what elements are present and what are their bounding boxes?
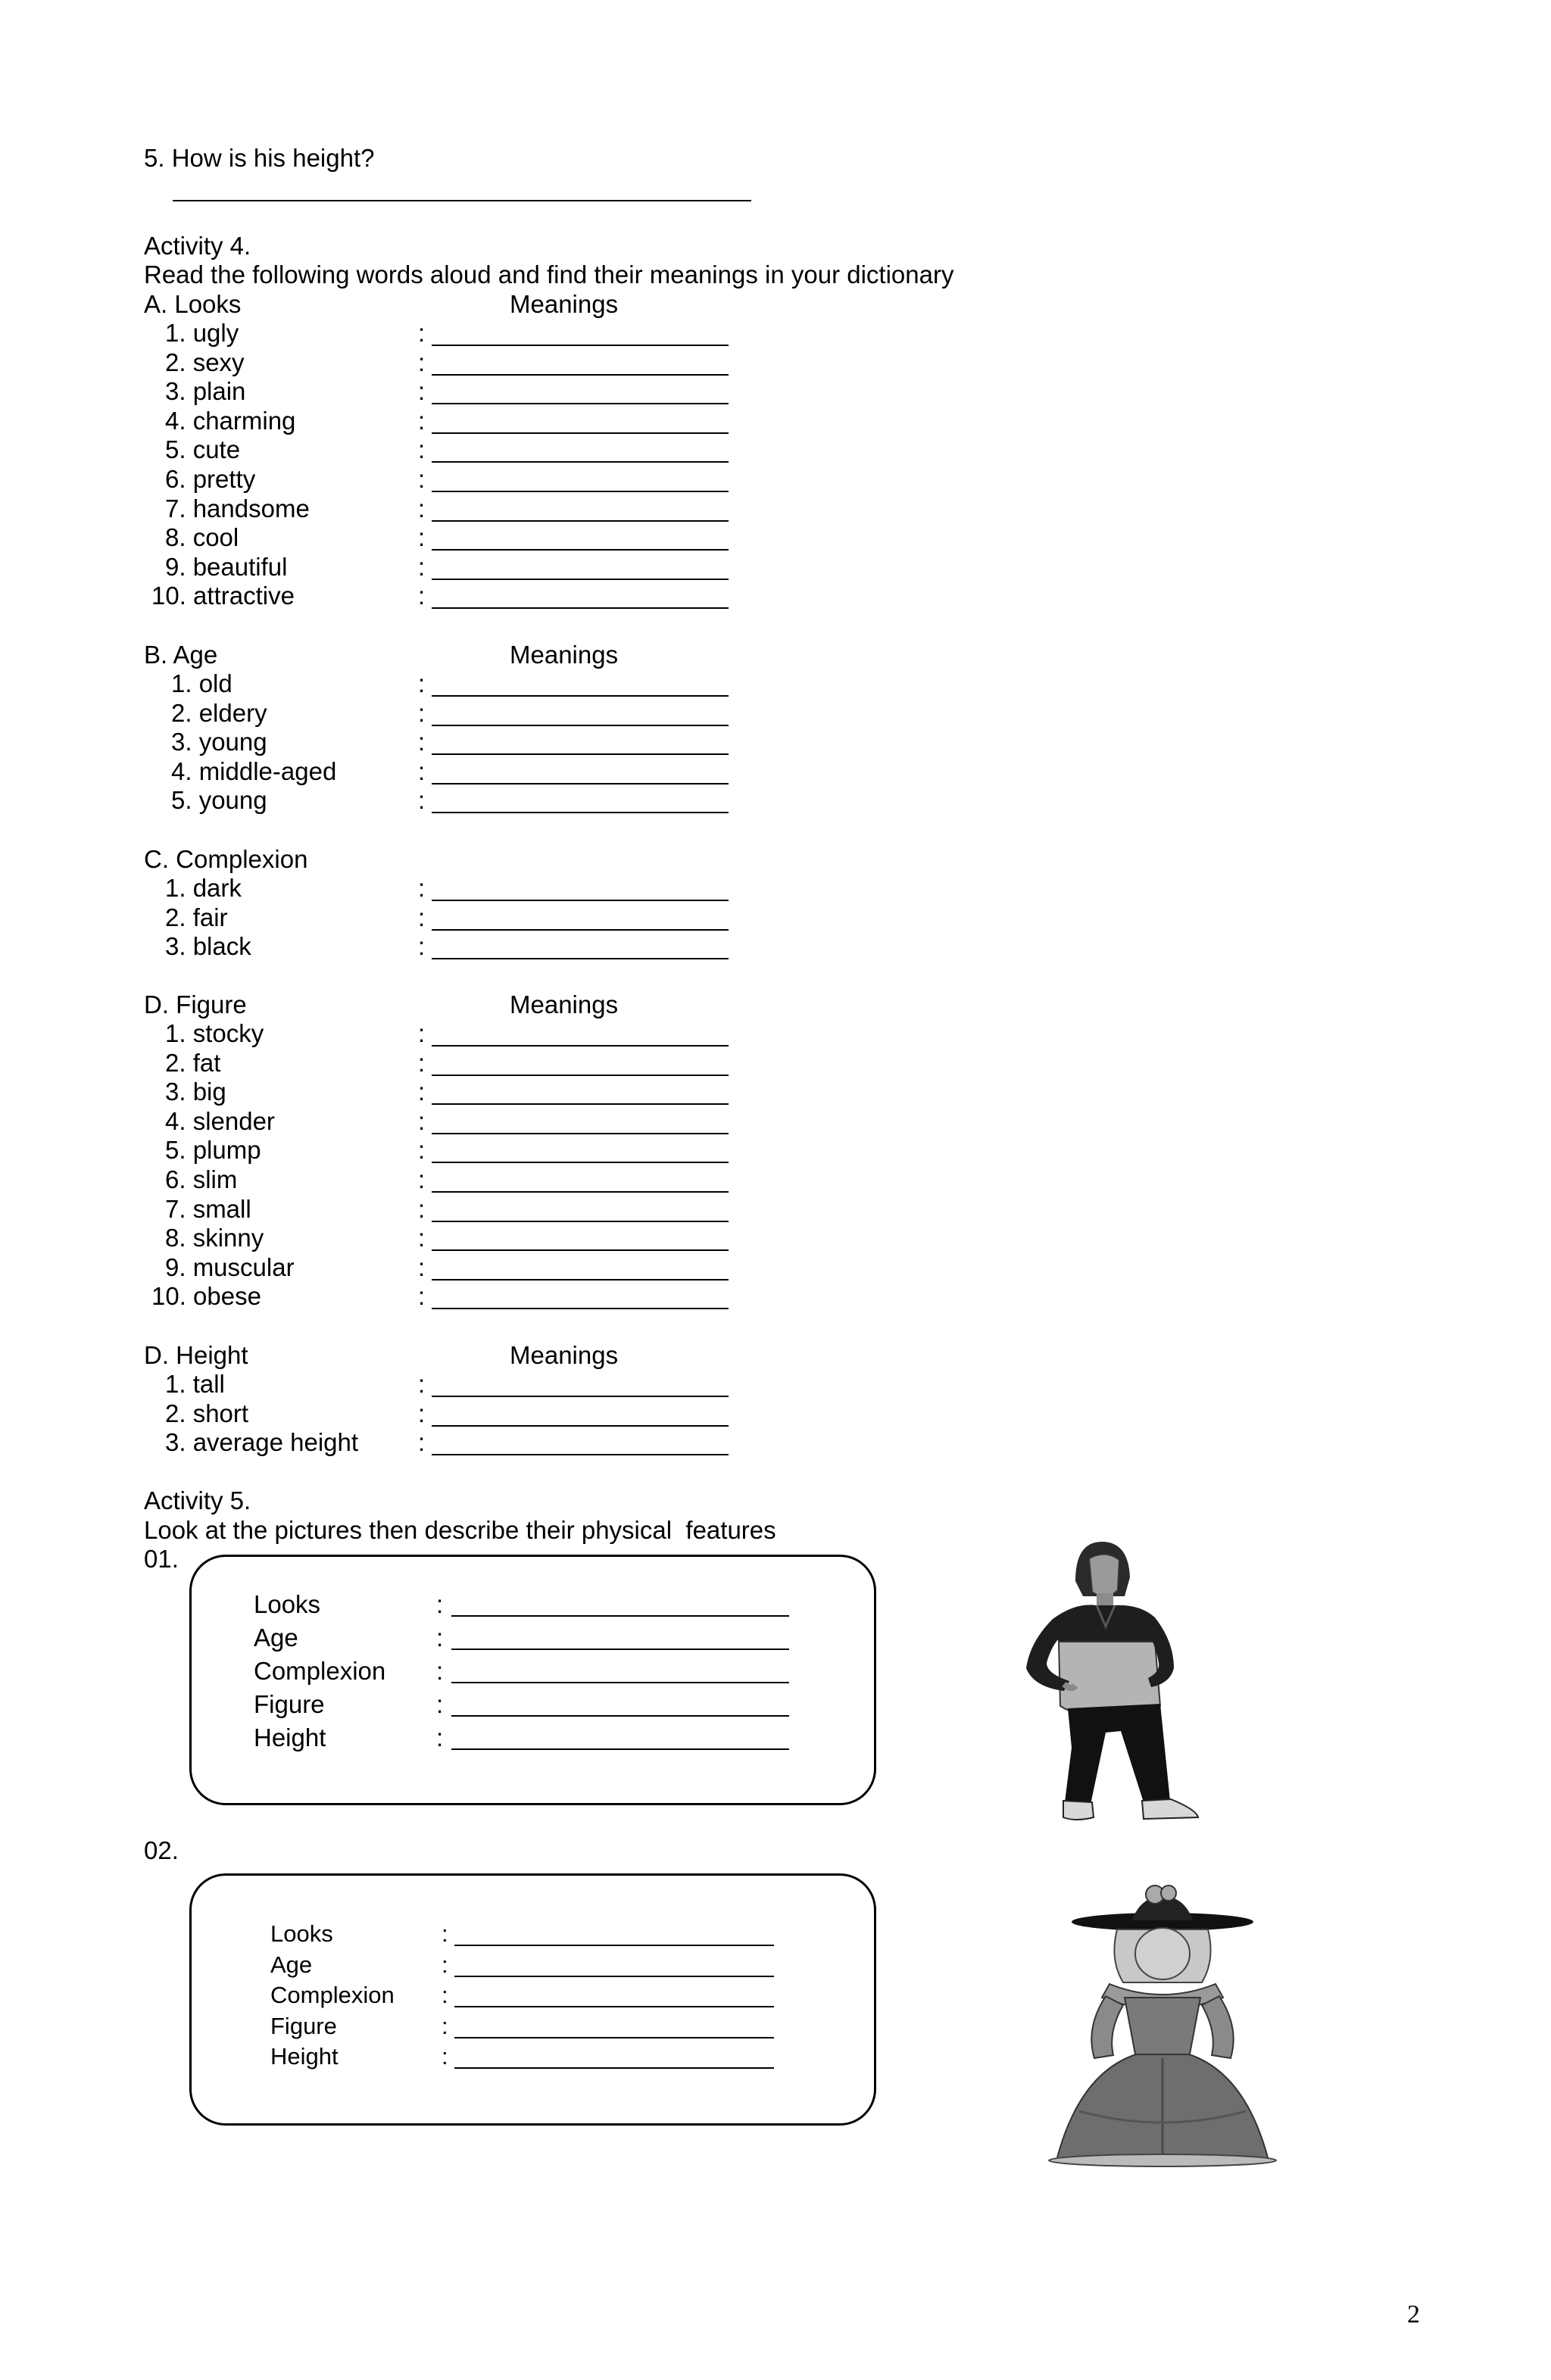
word-item: 2. eldery (171, 698, 267, 727)
colon-separator: : (418, 435, 426, 464)
field-label: Looks (270, 1920, 333, 1947)
field-label: Height (254, 1723, 326, 1751)
word-item: 3. big (165, 1078, 226, 1106)
meaning-answer-line (432, 1396, 729, 1397)
colon-separator: : (436, 1723, 444, 1751)
section-figure-heading: D. Figure (144, 990, 247, 1018)
field-label: Complexion (270, 1982, 395, 2008)
word-item: 3. young (171, 728, 267, 756)
colon-separator: : (418, 523, 426, 552)
meaning-answer-line (432, 1308, 729, 1309)
section-complexion-heading: C. Complexion (144, 845, 308, 873)
activity-4-instruction: Read the following words aloud and find their meanings in your dictionary (144, 260, 954, 289)
meaning-answer-line (432, 753, 729, 755)
word-item: 4. slender (165, 1106, 275, 1135)
word-item: 1. dark (165, 874, 242, 902)
colon-separator: : (436, 1657, 444, 1685)
colon-separator: : (436, 1690, 444, 1718)
colon-separator: : (418, 903, 426, 931)
field-label: Age (270, 1951, 313, 1978)
colon-separator: : (418, 319, 426, 347)
colon-separator: : (442, 1951, 448, 1978)
word-item: 2. fat (165, 1048, 221, 1077)
colon-separator: : (418, 728, 426, 756)
woman-illustration (1026, 1884, 1291, 2168)
section-height-heading: D. Height (144, 1341, 248, 1369)
activity-4-heading: Activity 4. (144, 232, 251, 260)
colon-separator: : (418, 552, 426, 581)
answer-line-question-5 (173, 200, 751, 201)
word-item: 1. stocky (165, 1019, 264, 1047)
colon-separator: : (418, 1078, 426, 1106)
word-item: 2. sexy (165, 348, 245, 376)
word-item: 5. plump (165, 1136, 261, 1165)
activity-5-heading: Activity 5. (144, 1486, 251, 1514)
colon-separator: : (436, 1624, 444, 1652)
word-item: 1. tall (165, 1370, 225, 1398)
meaning-answer-line (432, 958, 729, 959)
meaning-answer-line (432, 345, 729, 346)
word-item: 6. pretty (165, 465, 256, 493)
field-answer-line (454, 1976, 774, 1977)
meaning-answer-line (432, 1191, 729, 1193)
word-item: 10. attractive (151, 582, 295, 610)
field-answer-line (451, 1748, 789, 1750)
colon-separator: : (442, 1920, 448, 1947)
colon-separator: : (442, 1982, 448, 2008)
field-label: Figure (254, 1690, 325, 1718)
field-label: Age (254, 1624, 298, 1652)
colon-separator: : (418, 756, 426, 785)
colon-separator: : (418, 1194, 426, 1223)
field-answer-line (451, 1615, 789, 1617)
word-item: 1. old (171, 669, 232, 697)
colon-separator: : (442, 2012, 448, 2039)
word-item: 4. middle-aged (171, 756, 337, 785)
meaning-answer-line (432, 549, 729, 551)
word-item: 6. slim (165, 1165, 238, 1193)
section-age-meanings-label: Meanings (510, 641, 619, 669)
colon-separator: : (418, 698, 426, 727)
word-item: 7. handsome (165, 494, 310, 522)
field-label: Figure (270, 2012, 337, 2039)
meaning-answer-line (432, 1133, 729, 1134)
meaning-answer-line (432, 1425, 729, 1427)
word-item: 9. beautiful (165, 552, 288, 581)
colon-separator: : (436, 1590, 444, 1618)
meaning-answer-line (432, 1075, 729, 1076)
colon-separator: : (418, 1136, 426, 1165)
meaning-answer-line (432, 1454, 729, 1455)
word-item: 8. skinny (165, 1224, 264, 1252)
meaning-answer-line (432, 1279, 729, 1280)
meaning-answer-line (432, 432, 729, 434)
field-label: Complexion (254, 1657, 386, 1685)
colon-separator: : (418, 669, 426, 697)
section-age-heading: B. Age (144, 641, 218, 669)
section-height-meanings-label: Meanings (510, 1341, 619, 1369)
word-item: 3. black (165, 932, 251, 961)
word-item: 5. cute (165, 435, 241, 464)
word-item: 4. charming (165, 406, 296, 435)
meaning-answer-line (432, 1162, 729, 1163)
colon-separator: : (418, 1428, 426, 1457)
field-answer-line (454, 2037, 774, 2038)
colon-separator: : (442, 2043, 448, 2070)
meaning-answer-line (432, 403, 729, 404)
colon-separator: : (418, 1106, 426, 1135)
meaning-answer-line (432, 1103, 729, 1105)
colon-separator: : (418, 348, 426, 376)
colon-separator: : (418, 377, 426, 406)
meaning-answer-line (432, 520, 729, 522)
picture-02-number: 02. (144, 1836, 179, 1864)
field-label: Looks (254, 1590, 321, 1618)
colon-separator: : (418, 1370, 426, 1398)
word-item: 3. plain (165, 377, 246, 406)
colon-separator: : (418, 494, 426, 522)
meaning-answer-line (432, 374, 729, 376)
field-label: Height (270, 2043, 339, 2070)
colon-separator: : (418, 1048, 426, 1077)
meaning-answer-line (432, 695, 729, 697)
field-answer-line (454, 1945, 774, 1946)
word-item: 2. fair (165, 903, 228, 931)
meaning-answer-line (432, 812, 729, 813)
word-item: 1. ugly (165, 319, 239, 347)
word-item: 5. young (171, 786, 267, 815)
meaning-answer-line (432, 1221, 729, 1222)
colon-separator: : (418, 1019, 426, 1047)
meaning-answer-line (432, 783, 729, 784)
meaning-answer-line (432, 1249, 729, 1251)
colon-separator: : (418, 874, 426, 902)
word-item: 9. muscular (165, 1252, 295, 1281)
colon-separator: : (418, 465, 426, 493)
field-answer-line (451, 1682, 789, 1683)
meaning-answer-line (432, 725, 729, 726)
colon-separator: : (418, 1399, 426, 1427)
meaning-answer-line (432, 607, 729, 609)
word-item: 8. cool (165, 523, 239, 552)
section-looks-meanings-label: Meanings (510, 290, 619, 318)
meaning-answer-line (432, 929, 729, 931)
meaning-answer-line (432, 1045, 729, 1047)
section-looks-heading: A. Looks (144, 290, 242, 318)
section-figure-meanings-label: Meanings (510, 990, 619, 1018)
meaning-answer-line (432, 461, 729, 463)
word-item: 2. short (165, 1399, 249, 1427)
colon-separator: : (418, 582, 426, 610)
man-illustration (1000, 1536, 1250, 1835)
colon-separator: : (418, 1224, 426, 1252)
word-item: 3. average height (165, 1428, 359, 1457)
field-answer-line (454, 2006, 774, 2007)
colon-separator: : (418, 406, 426, 435)
colon-separator: : (418, 932, 426, 961)
field-answer-line (451, 1649, 789, 1650)
word-item: 7. small (165, 1194, 251, 1223)
question-5: 5. How is his height? (144, 144, 375, 172)
activity-5-instruction: Look at the pictures then describe their physical features (144, 1516, 776, 1544)
meaning-answer-line (432, 579, 729, 580)
colon-separator: : (418, 1252, 426, 1281)
picture-01-number: 01. (144, 1545, 179, 1573)
meaning-answer-line (432, 900, 729, 901)
meaning-answer-line (432, 491, 729, 492)
field-answer-line (451, 1715, 789, 1717)
page-number: 2 (1407, 2300, 1420, 2329)
colon-separator: : (418, 1282, 426, 1311)
colon-separator: : (418, 786, 426, 815)
word-item: 10. obese (151, 1282, 261, 1311)
field-answer-line (454, 2067, 774, 2069)
colon-separator: : (418, 1165, 426, 1193)
